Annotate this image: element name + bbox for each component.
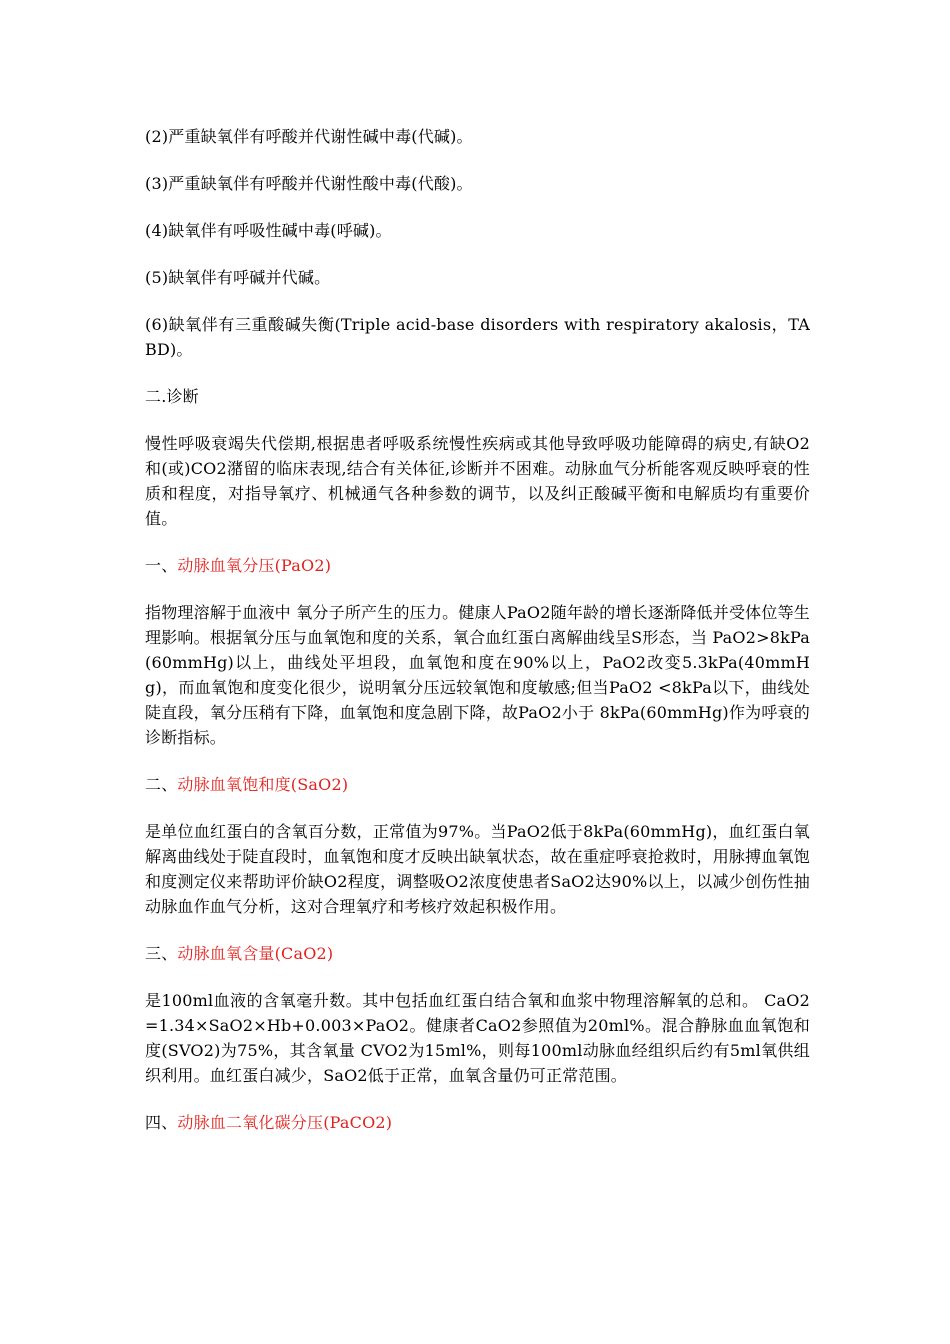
list-item: (6)缺氧伴有三重酸碱失衡(Triple acid-base disorders with respiratory akalosis，TABD)。 bbox=[145, 315, 810, 359]
heading-number: 一、 bbox=[145, 556, 178, 575]
heading-number: 四、 bbox=[145, 1113, 178, 1132]
subsection-heading-paco2 bbox=[145, 1110, 810, 1135]
heading-number: 二、 bbox=[145, 775, 178, 794]
heading-number: 三、 bbox=[145, 944, 178, 963]
section-title: 二.诊断 bbox=[145, 387, 199, 406]
heading-title: 动脉血二氧化碳分压(PaCO2) bbox=[177, 1113, 393, 1132]
paragraph-pao2: 指物理溶解于血液中 氧分子所产生的压力。健康人PaO2随年龄的增长逐渐降低并受体位等生理影响。根据氧分压与血氧饱和度的关系，氧合血红蛋白离解曲线呈S形态，当 PaO2>8kPa(60mmHg)以上，曲线处平坦段，血氧饱和度在90%以上，PaO2改变5.3kPa(40mmHg)，而血氧饱和度变化很少，说明氧分压远较氧饱和度敏感;但当PaO2 <8kPa以下，曲线处陡直段，氧分压稍有下降，血氧饱和度急剧下降，故PaO2小于 8kPa(60mmHg)作为呼衰的诊断指标。 bbox=[145, 603, 810, 747]
list-item: (3)严重缺氧伴有呼酸并代谢性酸中毒(代酸)。 bbox=[145, 174, 473, 193]
paragraph-cao2: 是100ml血液的含氧毫升数。其中包括血红蛋白结合氧和血浆中物理溶解氧的总和。 CaO2=1.34×SaO2×Hb+0.003×PaO2。健康者CaO2参照值为20ml%。混合静脉血血氧饱和度(SVO2)为75%，其含氧量 CVO2为15ml%，则每100ml动脉血经组织后约有5ml氧供组织利用。血红蛋白减少，SaO2低于正常，血氧含量仍可正常范围。 bbox=[145, 991, 810, 1085]
heading-title: 动脉血氧饱和度(SaO2) bbox=[177, 775, 349, 794]
list-item: (2)严重缺氧伴有呼酸并代谢性碱中毒(代碱)。 bbox=[145, 127, 473, 146]
document-page bbox=[145, 124, 810, 1157]
subsection-heading-pao2 bbox=[145, 553, 810, 578]
heading-title: 动脉血氧分压(PaO2) bbox=[177, 556, 332, 575]
list-item: (5)缺氧伴有呼碱并代碱。 bbox=[145, 268, 331, 287]
intro-paragraph: 慢性呼吸衰竭失代偿期,根据患者呼吸系统慢性疾病或其他导致呼吸功能障碍的病史,有缺O2和(或)CO2潴留的临床表现,结合有关体征,诊断并不困难。动脉血气分析能客观反映呼衰的性质和程度，对指导氧疗、机械通气各种参数的调节，以及纠正酸碱平衡和电解质均有重要价值。 bbox=[145, 434, 810, 528]
paragraph-sao2: 是单位血红蛋白的含氧百分数，正常值为97%。当PaO2低于8kPa(60mmHg)，血红蛋白氧解离曲线处于陡直段时，血氧饱和度才反映出缺氧状态，故在重症呼衰抢救时，用脉搏血氧饱和度测定仪来帮助评价缺O2程度，调整吸O2浓度使患者SaO2达90%以上，以减少创伤性抽动脉血作血气分析，这对合理氧疗和考核疗效起积极作用。 bbox=[145, 822, 810, 916]
heading-title: 动脉血氧含量(CaO2) bbox=[177, 944, 334, 963]
subsection-heading-sao2 bbox=[145, 772, 810, 797]
subsection-heading-cao2 bbox=[145, 941, 810, 966]
list-item: (4)缺氧伴有呼吸性碱中毒(呼碱)。 bbox=[145, 221, 392, 240]
